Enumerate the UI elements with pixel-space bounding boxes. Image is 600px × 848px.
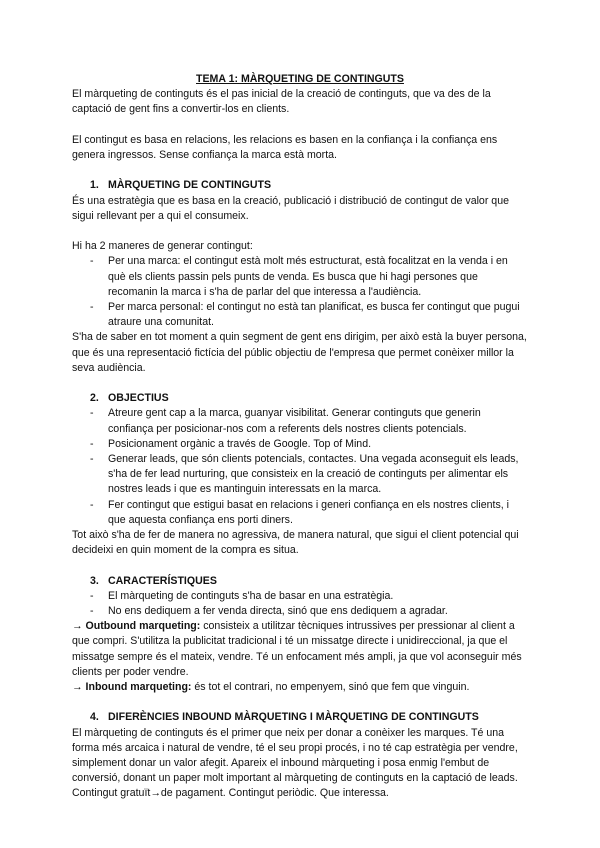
section-heading: 3. CARACTERÍSTIQUES [90,574,217,587]
section-paragraph: S'ha de saber en tot moment a quin segment de gent ens dirigim, per això està la buyer persona, que és una representació fictícia del públic objectiu de l'empresa que permet conèixer millor la seva audiència. [72,331,527,374]
section-heading: 1. MÀRQUETING DE CONTINGUTS [90,179,272,192]
intro-paragraph: El màrqueting de continguts és el pas inicial de la creació de continguts, que va des de la captació de gent fins a convertir-los en clients. [72,88,491,116]
list-item: - No ens dediquem a fer venda directa, sinó que ens dediquem a agradar. [72,604,528,619]
inbound-paragraph: → Inbound marqueting: és tot el contrari, no empenyem, sinó que fem que vinguin. [72,681,470,694]
outbound-label: → Outbound marqueting: [72,620,201,633]
section-heading: 2. OBJECTIUS [90,392,169,405]
list-item: - Per marca personal: el contingut no està tan planificat, es busca fer contingut que pugui atraure una comunitat. [72,300,528,330]
list-item: - Fer contingut que estigui basat en relacions i generi confiança en els nostres clients, i que aquesta confiança ens porti diners. [72,498,528,528]
intro-paragraph: El contingut es basa en relacions, les relacions es basen en la confiança i la confiança ens genera ingressos. Sense confiança la marca està morta. [72,133,498,161]
outbound-paragraph: → Outbound marqueting: consisteix a utilitzar tècniques intrussives per pressionar al client a que compri. S'utilitza la publicitat tradicional i té un missatge directe i unidireccional, ja que el missatge sempre és el mateix, vendre. Té un enfocament més ampli, ja que vol aconseguir més clients per poder vendre. [72,620,522,678]
list-item: - El màrqueting de continguts s'ha de basar en una estratègia. [72,589,528,604]
section-paragraph: Tot això s'ha de fer de manera no agressiva, de manera natural, que sigui el client potencial qui decideixi en quin moment de la compra es situa. [72,529,519,557]
list-item: - Atreure gent cap a la marca, guanyar visibilitat. Generar continguts que generin confiança per posicionar-nos com a referents dels nostres clients potencials. [72,406,528,436]
list-item: - Per una marca: el contingut està molt més estructurat, està focalitzat en la venda i en què els clients passin pels punts de venda. Es busca que hi hagi persones que recomanin la marca i s'ha de parlar del que interessa a l'audiència. [72,254,528,300]
list-item: - Posicionament orgànic a través de Google. Top of Mind. [72,437,528,452]
bullet-list [72,254,528,330]
section-paragraph: Hi ha 2 maneres de generar contingut: [72,240,253,253]
document-title: TEMA 1: MÀRQUETING DE CONTINGUTS [196,73,404,85]
list-item: - Generar leads, que són clients potencials, contactes. Una vegada aconseguit els leads, s'ha de fer lead nurturing, que consisteix en la creació de continguts per alimentar els nostres leads i que es mantinguin interessats en la marca. [72,452,528,498]
section-paragraph: El màrqueting de continguts és el primer que neix per donar a conèixer les marques. Té una forma més arcaica i natural de vendre, té el seu propi procés, i no té cap estratègia per vendre, simplement donar un valor afegit. Apareix el inbound màrqueting i posa enmig l'embut de conversió, donant un paper molt important al màrqueting de continguts en la captació de leads. Contingut gratuït→de pagament. Contingut periòdic. Que interessa. [72,726,518,800]
document-body [72,72,528,802]
bullet-list [72,589,528,619]
section-heading: 4. DIFERÈNCIES INBOUND MÀRQUETING I MÀRQUETING DE CONTINGUTS [90,711,479,724]
section-paragraph: És una estratègia que es basa en la creació, publicació i distribució de contingut de valor que sigui rellevant per a qui el consumeix. [72,194,509,222]
inbound-label: → Inbound marqueting: [72,681,192,694]
bullet-list [72,406,528,528]
